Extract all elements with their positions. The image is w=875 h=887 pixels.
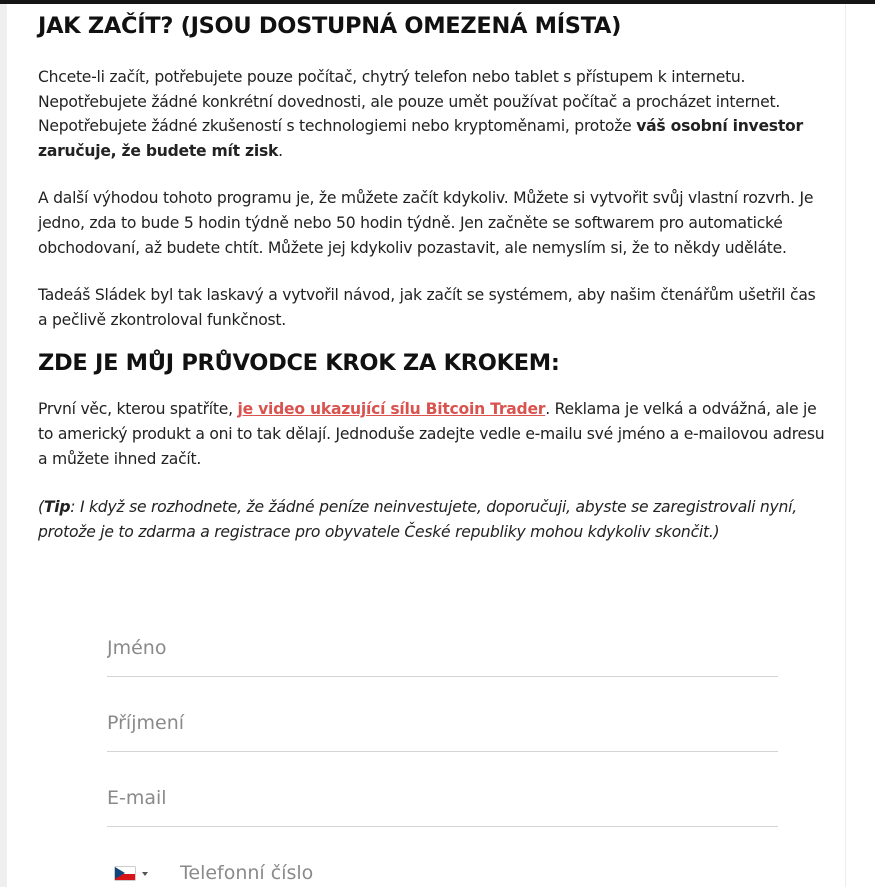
czech-flag-icon[interactable]	[115, 867, 135, 880]
tip-text: : I když se rozhodnete, že žádné peníze neinvestujete, doporučuji, abyste se zaregistrovali nyní, protože je to zdarma a registrace pro obyvatele České republiky mohou kdykoliv skončit.)	[38, 498, 797, 541]
right-page-edge	[845, 4, 875, 887]
paragraph-first-step	[38, 397, 828, 471]
last-name-field-wrapper	[107, 695, 778, 770]
paragraph-guide-author: Tadeáš Sládek byl tak laskavý a vytvořil návod, jak začít se systémem, aby našim čtenářům ušetřil čas a pečlivě zkontroloval funkčnost.	[38, 286, 816, 329]
left-page-edge	[0, 4, 7, 887]
phone-field-wrapper	[107, 845, 778, 887]
section-heading-how-to-start: JAK ZAČÍT? (JSOU DOSTUPNÁ OMEZENÁ MÍSTA)	[38, 13, 622, 39]
paragraph-requirements	[38, 65, 828, 163]
email-input[interactable]	[107, 770, 778, 827]
tip-open-paren: (	[38, 498, 44, 517]
tip-label: Tip	[43, 498, 71, 517]
first-name-input[interactable]	[107, 620, 778, 677]
paragraph-first-step-end: . Reklama je velká a odvážná, ale je to americký produkt a oni to tak dělají. Jednoduše zadejte vedle e-mailu své jméno a e-mailovou adresu a můžete ihned začít.	[38, 400, 825, 468]
last-name-input[interactable]	[107, 695, 778, 752]
article-content	[38, 4, 828, 544]
paragraph-advantage: A další výhodou tohoto programu je, že můžete začít kdykoliv. Můžete si vytvořit svůj vlastní rozvrh. Je jedno, zda to bude 5 hodin týdně nebo 50 hodin týdně. Jen začněte se softwarem pro automatické obchodovaní, až budete chtít. Můžete jej kdykoliv pozastavit, ale nemyslím si, že to někdy uděláte.	[38, 189, 814, 257]
paragraph-first-step-text: První věc, kterou spatříte,	[38, 400, 238, 419]
phone-input[interactable]	[180, 845, 778, 887]
paragraph-requirements-end: .	[278, 141, 283, 160]
video-link[interactable]: je video ukazující sílu Bitcoin Trader	[237, 400, 546, 419]
paragraph-tip	[38, 495, 828, 544]
first-name-field-wrapper	[107, 620, 778, 695]
chevron-down-icon[interactable]	[142, 872, 148, 876]
email-field-wrapper	[107, 770, 778, 845]
paragraph-requirements-bold: váš osobní investor zaručuje, že budete mít zisk	[38, 117, 803, 160]
section-heading-step-by-step: ZDE JE MŮJ PRŮVODCE KROK ZA KROKEM:	[38, 350, 560, 377]
paragraph-requirements-text: Chcete-li začít, potřebujete pouze počítač, chytrý telefon nebo tablet s přístupem k internetu. Nepotřebujete žádné konkrétní dovednosti, ale pouze umět používat počítač a procházet internet. Nepotřebujete žádné zkušeností s technologiemi nebo kryptoměnami, protože	[38, 68, 781, 136]
registration-form	[107, 620, 778, 887]
